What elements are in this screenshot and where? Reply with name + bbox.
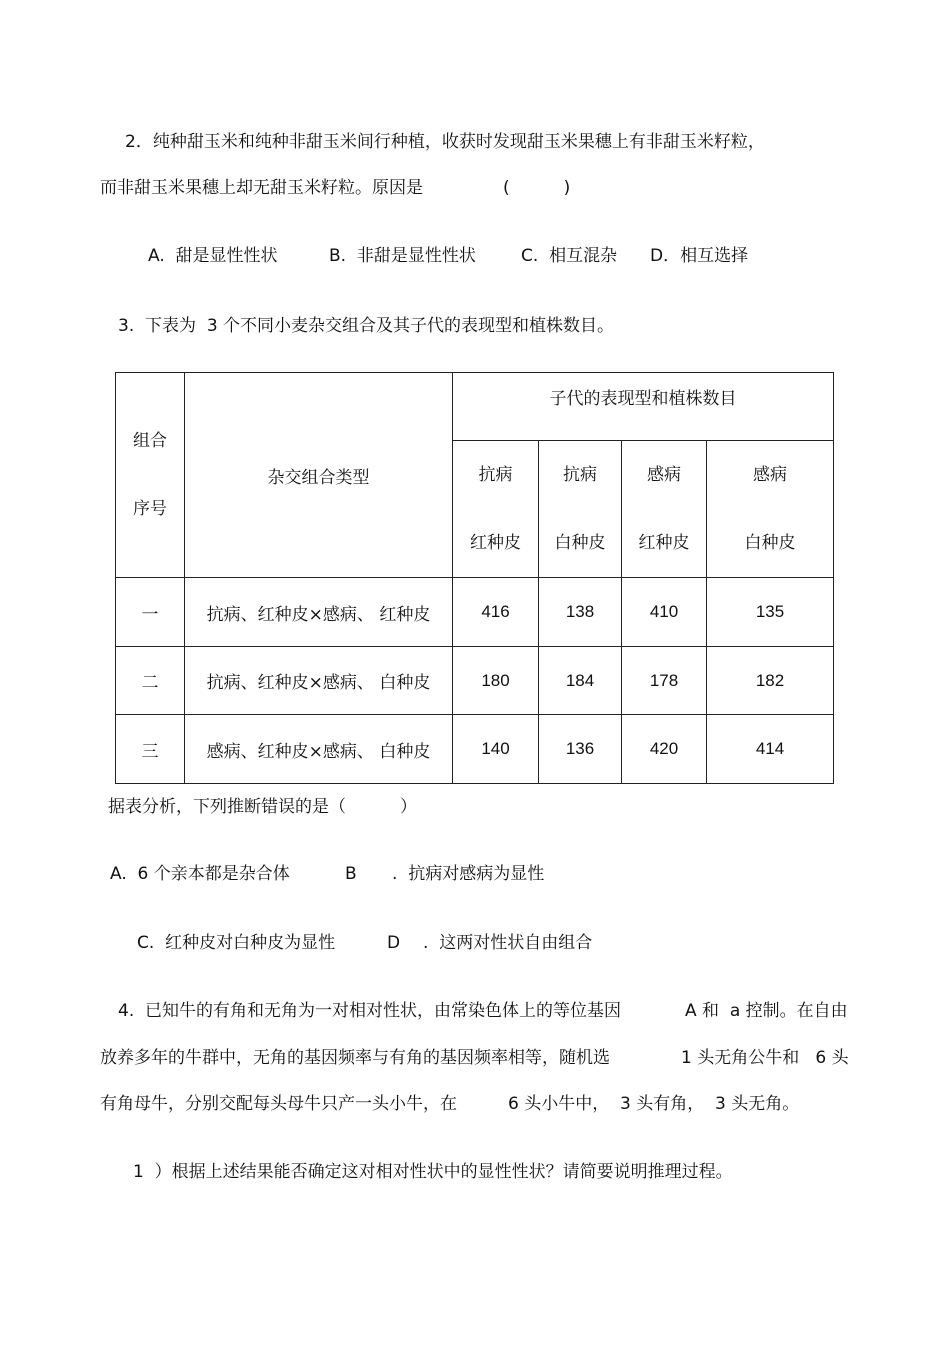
row-value: 135 [707,578,834,647]
sub-header-line2: 白种皮 [554,533,606,553]
row-value: 180 [453,647,539,715]
sub-header-line2: 红种皮 [638,533,690,553]
row-cross-type: 抗病、红种皮×感病、 白种皮 [185,647,453,715]
row-seq: 二 [116,647,185,715]
q4-line1a: 4. 已知牛的有角和无角为一对相对性状，由常染色体上的等位基因 [118,1001,622,1021]
q4-sub1: 1 ）根据上述结果能否确定这对相对性状中的显性性状？请简要说明推理过程。 [133,1162,733,1182]
sub-header-cell [539,441,622,578]
q3-option-d-text: . 这两对性状自由组合 [423,933,593,953]
header-seq-line2: 序号 [133,499,167,519]
row-value: 420 [622,715,707,784]
q2-line2: 而非甜玉米果穗上却无甜玉米籽粒。原因是 [100,178,423,198]
q3-question: 据表分析，下列推断错误的是（ ） [108,797,418,817]
q4-line2a: 放养多年的牛群中，无角的基因频率与有角的基因频率相等，随机选 [100,1048,610,1068]
sub-header-line1: 抗病 [563,465,597,485]
row-value: 410 [622,578,707,647]
sub-header-cell [453,441,539,578]
q3-option-a: A. 6 个亲本都是杂合体 [110,864,290,884]
q2-option-d: D．相互选择 [650,246,749,266]
cross-results-table [115,372,834,784]
table-row [116,715,834,784]
row-value: 136 [539,715,622,784]
row-value: 138 [539,578,622,647]
sub-header-line1: 抗病 [478,465,513,485]
sub-header-line2: 红种皮 [470,533,521,553]
sub-header-line1: 感病 [647,465,681,485]
q2-answer-paren: ( ) [503,178,571,198]
q2-option-a: A. 甜是显性性状 [148,246,278,266]
table-row [116,578,834,647]
q4-line2b: 1 头无角公牛和 6 头 [681,1048,849,1068]
header-offspring: 子代的表现型和植株数目 [453,373,834,441]
q2-line1: 2．纯种甜玉米和纯种非甜玉米间行种植，收获时发现甜玉米果穗上有非甜玉米籽粒， [125,132,765,152]
row-value: 414 [707,715,834,784]
q3-intro: 3. 下表为 3 个不同小麦杂交组合及其子代的表现型和植株数目。 [118,316,615,336]
header-seq [116,373,185,578]
q3-option-c: C. 红种皮对白种皮为显性 [137,933,336,953]
row-seq: 一 [116,578,185,647]
q4-line3a: 有角母牛，分别交配每头母牛只产一头小牛，在 [100,1094,457,1114]
q3-option-b-letter: B [345,864,357,884]
row-value: 416 [453,578,539,647]
q4-line1b: A 和 a 控制。在自由 [685,1001,848,1021]
q2-option-b: B. 非甜是显性性状 [329,246,476,266]
row-cross-type: 感病、红种皮×感病、 白种皮 [185,715,453,784]
row-cross-type: 抗病、红种皮×感病、 红种皮 [185,578,453,647]
q2-option-c: C. 相互混杂 [521,246,618,266]
sub-header-line1: 感病 [753,465,787,485]
header-seq-line1: 组合 [133,431,167,451]
sub-header-line2: 白种皮 [744,533,796,553]
row-value: 140 [453,715,539,784]
table-row [116,647,834,715]
q4-line3b: 6 头小牛中， 3 头有角， 3 头无角。 [508,1094,800,1114]
q3-option-b-text: . 抗病对感病为显性 [392,864,545,884]
header-cross-type: 杂交组合类型 [185,373,453,578]
row-value: 178 [622,647,707,715]
sub-header-cell [622,441,707,578]
row-value: 184 [539,647,622,715]
row-value: 182 [707,647,834,715]
q3-option-d-letter: D [387,933,401,953]
row-seq: 三 [116,715,185,784]
sub-header-cell [707,441,834,578]
